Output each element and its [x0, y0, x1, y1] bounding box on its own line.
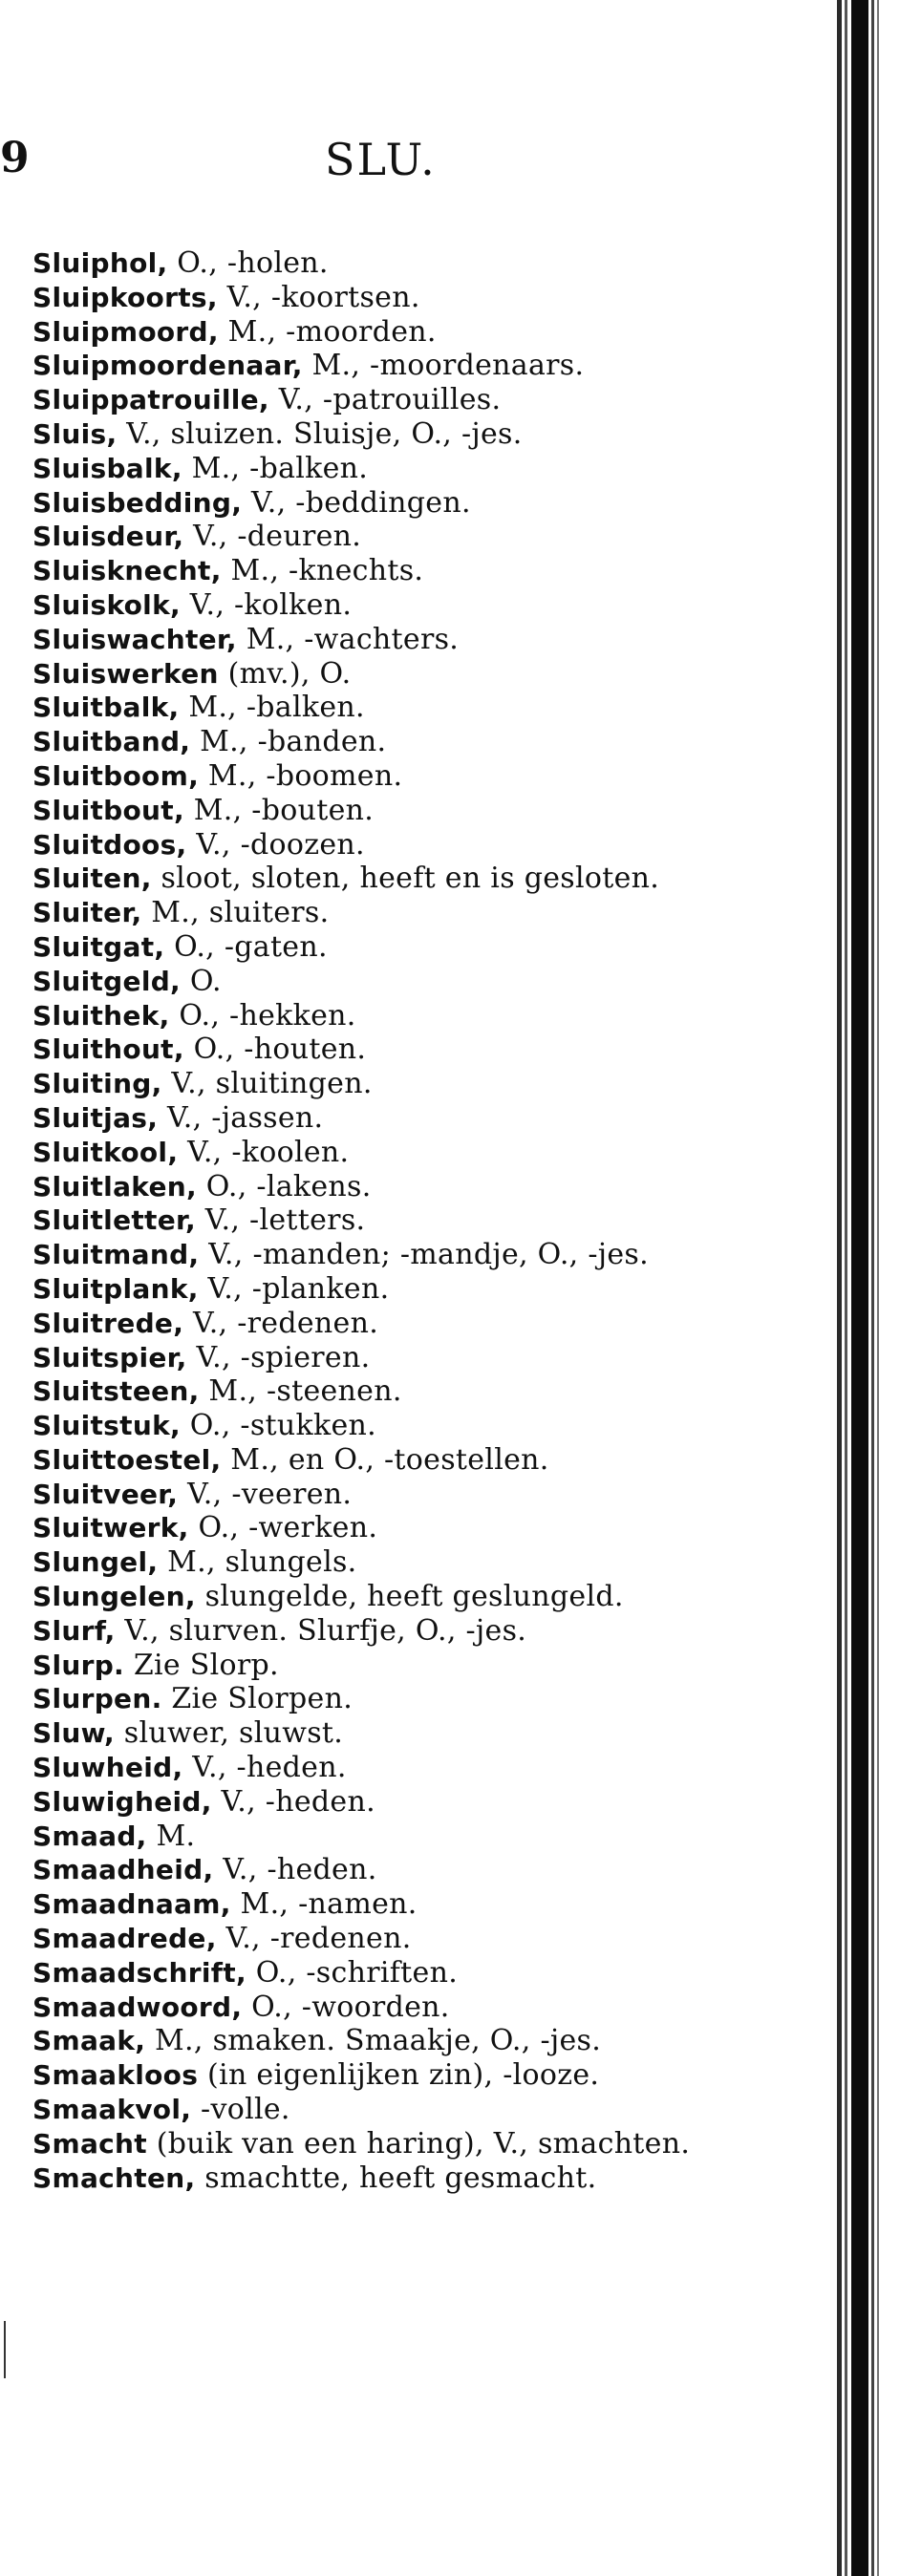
dictionary-entry: [32, 759, 730, 794]
entry-headword: Smaad,: [32, 1820, 147, 1852]
entry-headword: Sluitjas,: [32, 1101, 159, 1134]
entry-headword: Sluiten,: [32, 862, 152, 895]
entry-headword: Sluipmoord,: [32, 315, 219, 348]
entry-headword: Sluitmand,: [32, 1239, 200, 1271]
entry-headword: Sluithek,: [32, 999, 170, 1032]
entry-headword: Sluitstuk,: [32, 1410, 181, 1442]
entry-body: V., -kolken.: [180, 587, 353, 622]
entry-headword: Sluitboom,: [32, 759, 200, 792]
entry-body: O., -woorden.: [242, 1990, 450, 2024]
entry-headword: Smacht: [32, 2127, 147, 2160]
dictionary-entry: [32, 1991, 730, 2025]
entry-headword: Sluitplank,: [32, 1272, 199, 1305]
entry-body: O., -werken.: [188, 1511, 378, 1545]
entry-headword: Slungel,: [32, 1546, 159, 1579]
dictionary-entry: [32, 588, 730, 623]
dictionary-entry: [32, 896, 730, 930]
entry-headword: Slurpen.: [32, 1683, 162, 1715]
entry-body: V., -patrouilles.: [268, 383, 502, 417]
dictionary-entry: [32, 1887, 730, 1922]
entry-body: smachtte, heeft gesmacht.: [195, 2161, 597, 2195]
entry-headword: Smaadnaam,: [32, 1888, 231, 1921]
entry-body: M., -bouten.: [183, 793, 375, 827]
dictionary-entries: [32, 246, 730, 2195]
entry-body: O., -stukken.: [180, 1409, 376, 1443]
binding-edge: [845, 0, 847, 2576]
dictionary-entry: [32, 1170, 730, 1204]
entry-headword: Sluwigheid,: [32, 1785, 212, 1818]
entry-body: O., -holen.: [167, 246, 329, 280]
entry-headword: Sluiswachter,: [32, 623, 237, 655]
dictionary-entry: [32, 1272, 730, 1307]
entry-body: V., -koolen.: [178, 1135, 350, 1169]
entry-headword: Smaak,: [32, 2025, 146, 2057]
entry-body: V., -veeren.: [178, 1477, 353, 1511]
dictionary-entry: [32, 1374, 730, 1409]
entry-body: M., -banden.: [190, 725, 387, 759]
dictionary-entry: [32, 520, 730, 554]
entry-headword: Sluitgeld,: [32, 965, 181, 997]
dictionary-entry: [32, 349, 730, 383]
dictionary-entry: [32, 486, 730, 521]
entry-body: O., -lakens.: [196, 1169, 372, 1203]
dictionary-entry: [32, 1580, 730, 1614]
entry-headword: Sluiter,: [32, 897, 142, 929]
entry-headword: Sluw,: [32, 1717, 115, 1750]
entry-body: V., -deuren.: [183, 520, 362, 554]
entry-headword: Sluiphol,: [32, 247, 168, 279]
entry-headword: Smaadrede,: [32, 1923, 217, 1955]
entry-body: V., -doozen.: [186, 827, 365, 862]
dictionary-entry: [32, 1307, 730, 1341]
entry-body: sluwer, sluwst.: [114, 1716, 344, 1751]
entry-headword: Smaakloos: [32, 2059, 199, 2092]
dictionary-entry: [32, 1545, 730, 1580]
dictionary-entry: [32, 725, 730, 759]
dictionary-entry: [32, 1716, 730, 1751]
entry-headword: Smaadheid,: [32, 1854, 214, 1886]
entry-body: slungelde, heeft geslungeld.: [195, 1580, 624, 1614]
entry-body: M., -wachters.: [236, 622, 460, 656]
entry-headword: Sluitkool,: [32, 1136, 179, 1168]
entry-body: V., -jassen.: [158, 1100, 324, 1135]
entry-body: V., -letters.: [195, 1203, 366, 1238]
dictionary-entry: [32, 1409, 730, 1443]
entry-headword: Sluitlaken,: [32, 1170, 197, 1203]
entry-body: M., smaken. Smaakje, O., -jes.: [145, 2024, 602, 2058]
entry-headword: Sluipmoordenaar,: [32, 350, 303, 382]
dictionary-entry: [32, 2127, 730, 2161]
dictionary-entry: [32, 281, 730, 315]
entry-body: V., -beddingen.: [242, 485, 471, 520]
entry-body: M., -moordenaars.: [302, 349, 585, 383]
dictionary-entry: [32, 1443, 730, 1478]
dictionary-entry: [32, 2058, 730, 2093]
entry-body: Zie Slorp.: [124, 1648, 279, 1682]
entry-headword: Sluiswerken: [32, 657, 219, 690]
entry-body: V., -koortsen.: [217, 280, 420, 314]
dictionary-entry: [32, 1785, 730, 1820]
entry-body: V., slurven. Slurfje, O., -jes.: [115, 1613, 527, 1648]
dictionary-entry: [32, 554, 730, 588]
entry-body: (mv.), O.: [218, 656, 352, 691]
dictionary-entry: [32, 1478, 730, 1512]
dictionary-entry: [32, 1682, 730, 1716]
entry-body: O., -gaten.: [164, 929, 328, 964]
entry-headword: Sluitwerk,: [32, 1512, 189, 1544]
entry-body: O.: [181, 964, 222, 998]
entry-body: (in eigenlijken zin), -looze.: [198, 2058, 600, 2093]
dictionary-entry: [32, 691, 730, 725]
entry-headword: Sluittoestel,: [32, 1443, 222, 1476]
entry-headword: Sluitveer,: [32, 1478, 179, 1510]
entry-body: M., -moorden.: [218, 314, 437, 349]
dictionary-entry: [32, 1922, 730, 1956]
entry-body: O., -schriften.: [246, 1955, 459, 1990]
dictionary-entry: [32, 1101, 730, 1136]
binding-edge: [851, 0, 868, 2576]
entry-body: M., slungels.: [158, 1545, 357, 1580]
dictionary-entry: [32, 1341, 730, 1375]
entry-headword: Smachten,: [32, 2161, 196, 2194]
entry-body: V., -heden.: [211, 1784, 375, 1819]
entry-headword: Sluisdeur,: [32, 521, 184, 553]
dictionary-entry: [32, 452, 730, 486]
entry-headword: Sluiting,: [32, 1068, 162, 1100]
dictionary-entry: [32, 1751, 730, 1785]
entry-headword: Smaakvol,: [32, 2094, 192, 2126]
dictionary-entry: [32, 999, 730, 1033]
dictionary-entry: [32, 417, 730, 452]
dictionary-entry: [32, 246, 730, 281]
dictionary-entry: [32, 315, 730, 350]
entry-body: V., sluizen. Sluisje, O., -jes.: [117, 416, 523, 451]
dictionary-entry: [32, 2024, 730, 2058]
entry-body: O., -houten.: [183, 1033, 367, 1067]
binding-edge: [871, 0, 874, 2576]
entry-body: V., sluitingen.: [161, 1067, 373, 1101]
running-head: SLU.: [325, 134, 437, 185]
entry-headword: Sluipkoorts,: [32, 281, 218, 313]
entry-body: M., -balken.: [179, 691, 365, 725]
entry-body: O., -hekken.: [169, 998, 356, 1033]
entry-headword: Sluitletter,: [32, 1204, 196, 1237]
entry-headword: Sluitsteen,: [32, 1375, 200, 1408]
dictionary-entry: [32, 623, 730, 657]
entry-headword: Slungelen,: [32, 1581, 196, 1613]
dictionary-entry: [32, 1511, 730, 1545]
entry-body: M., -namen.: [230, 1887, 418, 1922]
entry-headword: Sluisbalk,: [32, 452, 182, 484]
entry-body: M., sluiters.: [141, 896, 330, 930]
entry-body: M., en O., -toestellen.: [221, 1442, 549, 1477]
entry-headword: Sluiskolk,: [32, 588, 181, 621]
entry-body: V., -heden.: [182, 1751, 347, 1785]
dictionary-entry: [32, 1238, 730, 1272]
dictionary-entry: [32, 1136, 730, 1170]
entry-headword: Sluwheid,: [32, 1752, 183, 1784]
entry-body: M.: [146, 1819, 196, 1853]
entry-headword: Sluisbedding,: [32, 486, 243, 519]
entry-headword: Sluithout,: [32, 1033, 184, 1066]
dictionary-entry: [32, 930, 730, 965]
entry-headword: Sluitgat,: [32, 930, 165, 963]
entry-body: V., -redenen.: [183, 1306, 379, 1340]
entry-headword: Slurp.: [32, 1649, 124, 1681]
binding-edge: [837, 0, 842, 2576]
entry-body: M., -boomen.: [199, 758, 403, 793]
entry-headword: Sluippatrouille,: [32, 384, 269, 416]
dictionary-entry: [32, 862, 730, 896]
entry-headword: Slurf,: [32, 1614, 116, 1647]
entry-body: V., -manden; -mandje, O., -jes.: [199, 1238, 649, 1272]
dictionary-entry: [32, 794, 730, 828]
dictionary-entry: [32, 2161, 730, 2196]
entry-headword: Sluitbout,: [32, 794, 184, 826]
dictionary-entry: [32, 1067, 730, 1101]
dictionary-entry: [32, 828, 730, 862]
entry-body: V., -heden.: [213, 1853, 377, 1887]
entry-body: V., -planken.: [198, 1271, 390, 1306]
entry-body: -volle.: [191, 2093, 290, 2127]
entry-body: M., -balken.: [182, 451, 369, 485]
entry-headword: Smaadwoord,: [32, 1991, 243, 2023]
dictionary-entry: [32, 1649, 730, 1683]
entry-body: M., -knechts.: [221, 554, 424, 588]
dictionary-entry: [32, 1853, 730, 1887]
entry-headword: Sluitband,: [32, 726, 191, 758]
dictionary-entry: [32, 965, 730, 999]
entry-headword: Sluitrede,: [32, 1307, 184, 1339]
dictionary-entry: [32, 383, 730, 417]
entry-body: M., -steenen.: [199, 1374, 402, 1409]
dictionary-entry: [32, 657, 730, 692]
entry-headword: Sluisknecht,: [32, 555, 222, 587]
dictionary-entry: [32, 1956, 730, 1991]
entry-headword: Sluitdoos,: [32, 828, 187, 861]
margin-mark: [4, 2321, 6, 2378]
binding-edge: [877, 0, 879, 2576]
dictionary-entry: [32, 1203, 730, 1238]
entry-body: (buik van een haring), V., smachten.: [146, 2126, 691, 2161]
page-number: 9: [0, 134, 30, 182]
entry-body: V., -redenen.: [216, 1922, 412, 1956]
dictionary-entry: [32, 1033, 730, 1067]
entry-body: sloot, sloten, heeft en is gesloten.: [151, 862, 660, 896]
entry-headword: Sluitbalk,: [32, 692, 180, 724]
dictionary-entry: [32, 1820, 730, 1854]
entry-headword: Sluis,: [32, 417, 118, 450]
dictionary-entry: [32, 1614, 730, 1649]
entry-body: V., -spieren.: [186, 1340, 371, 1374]
entry-headword: Smaadschrift,: [32, 1956, 246, 1989]
entry-body: Zie Slorpen.: [161, 1682, 354, 1716]
dictionary-entry: [32, 2093, 730, 2127]
entry-headword: Sluitspier,: [32, 1341, 187, 1373]
